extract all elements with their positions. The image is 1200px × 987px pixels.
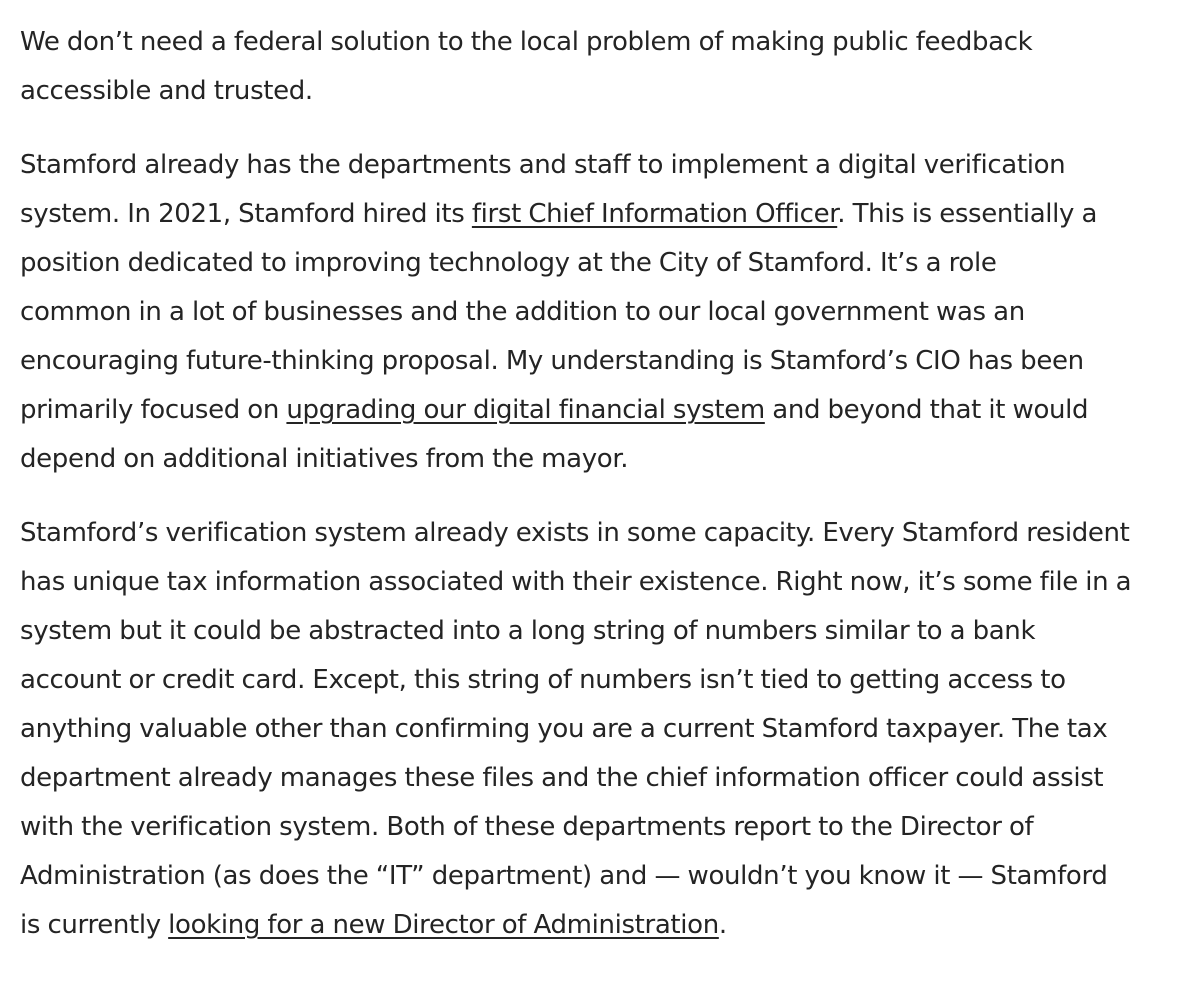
text-line: anything valuable other than confirming you are a current Stamford taxpayer. The tax xyxy=(20,714,1108,744)
text-fragment: and beyond that it would xyxy=(764,395,1089,425)
text-fragment: system. In 2021, Stamford hired its xyxy=(20,199,472,229)
text-line: Administration (as does the “IT” department) and — wouldn’t you know it — Stamford xyxy=(20,861,1108,891)
paragraph-intro xyxy=(20,18,1200,116)
text-line: with the verification system. Both of these departments report to the Director of xyxy=(20,812,1034,842)
text-line: system but it could be abstracted into a long string of numbers similar to a bank xyxy=(20,616,1036,646)
text-line: has unique tax information associated with their existence. Right now, it’s some file in a xyxy=(20,567,1132,597)
text-line: position dedicated to improving technology at the City of Stamford. It’s a role xyxy=(20,248,997,278)
text-line: accessible and trusted. xyxy=(20,76,313,106)
text-line: We don’t need a federal solution to the local problem of making public feedback xyxy=(20,27,1033,57)
link-director-of-administration[interactable]: looking for a new Director of Administration xyxy=(168,910,719,940)
text-fragment: is currently xyxy=(20,910,169,940)
text-line: account or credit card. Except, this string of numbers isn’t tied to getting access to xyxy=(20,665,1066,695)
text-line: common in a lot of businesses and the addition to our local government was an xyxy=(20,297,1025,327)
text-line: department already manages these files and the chief information officer could assist xyxy=(20,763,1104,793)
text-line: Stamford’s verification system already exists in some capacity. Every Stamford resident xyxy=(20,518,1130,548)
text-line: encouraging future-thinking proposal. My understanding is Stamford’s CIO has been xyxy=(20,346,1084,376)
text-fragment: . xyxy=(718,910,727,940)
link-financial-system[interactable]: upgrading our digital financial system xyxy=(286,395,765,425)
link-first-cio[interactable]: first Chief Information Officer xyxy=(471,199,838,229)
text-fragment: primarily focused on xyxy=(20,395,287,425)
text-fragment: . This is essentially a xyxy=(837,199,1098,229)
text-line: Stamford already has the departments and staff to implement a digital verification xyxy=(20,150,1066,180)
paragraph-departments xyxy=(20,141,1200,484)
paragraph-verification xyxy=(20,509,1200,950)
text-line: depend on additional initiatives from the mayor. xyxy=(20,444,629,474)
